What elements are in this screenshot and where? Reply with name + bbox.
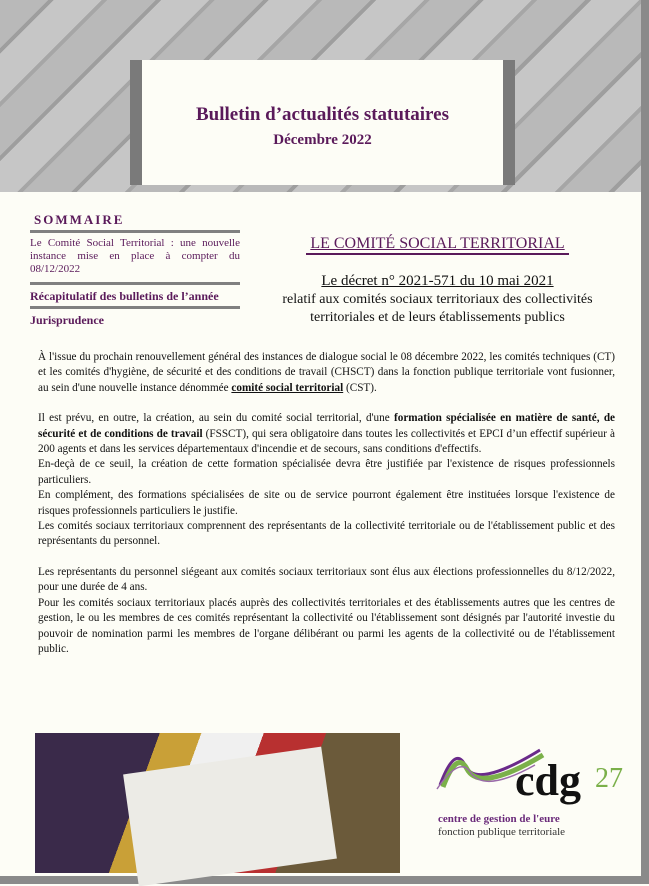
page-edge-bottom [0, 876, 649, 884]
sommaire-heading: SOMMAIRE [34, 212, 125, 227]
bulletin-date: Décembre 2022 [273, 132, 372, 148]
page-edge [641, 0, 649, 884]
divider [30, 306, 240, 309]
paragraph: En complément, des formations spécialisées de site ou de service pourront également être instituées lorsque l'existence de risques professionnels particuliers le justifie. [38, 489, 615, 517]
paragraph: Les comités sociaux territoriaux comprennent des représentants de la collectivité territoriale ou de l'établissement public et des représentants du personnel. [38, 520, 615, 548]
article-title: LE COMITÉ SOCIAL TERRITORIAL [300, 235, 575, 255]
paragraph: En-deçà de ce seuil, la création de cette formation spécialisée devra être justifiée par l'existence de risques professionnels particuliers. [38, 458, 615, 486]
divider [30, 230, 240, 233]
logo-number: 27 [595, 763, 623, 794]
text-bold: comité social territorial [231, 381, 344, 394]
paragraph [38, 411, 615, 457]
paragraph: Pour les comités sociaux territoriaux placés auprès des collectivités territoriales et des établissements autres que les centres de gestion, le ou les membres de ces comités représentant la collectivité ou l'établissement sont désignés par l'autorité investie du pouvoir de nomination parmi les membres de l'organe délibérant ou parmi les agents de la collectivité ou de l'établissement public. [38, 596, 615, 655]
text: À l'issue du prochain renouvellement général des instances de dialogue social le 08 décembre 2022, les comités techniques (CT) et les comités d'hygiène, de sécurité et des conditions de travail (CHSCT) dans la fonction publique territoriale vont fusionner, au sein d'une nouvelle instance dénommée [38, 351, 615, 394]
decree [275, 272, 600, 327]
bulletin-title: Bulletin d’actualités statutaires [196, 104, 449, 125]
sommaire-item[interactable]: Le Comité Social Territorial : une nouvelle instance mise en place à compter du 08/12/2022 [30, 237, 240, 275]
sommaire [30, 212, 240, 328]
logo-line1: centre de gestion de l'eure [438, 813, 560, 825]
text-bold: formation spécialisée en matière de santé, de sécurité et de conditions de travail [38, 412, 616, 440]
sommaire-item[interactable]: Jurisprudence [30, 313, 105, 327]
decree-subtitle: relatif aux comités sociaux territoriaux des collectivités territoriales et de leurs établissements publics [282, 292, 593, 325]
text: (FSSCT), qui sera obligatoire dans toutes les collectivités et EPCI d’un effectif supérieur à 200 agents et dans les services départementaux d'incendie et de secours, sans conditions d'effectifs. [38, 427, 615, 456]
logo-brand: cdg [515, 756, 581, 805]
cdg27-logo [435, 745, 635, 855]
sommaire-item[interactable]: Récapitulatif des bulletins de l’année [30, 289, 219, 303]
title-box [130, 60, 515, 185]
decree-title: Le décret n° 2021-571 du 10 mai 2021 [321, 273, 554, 289]
text: (CST). [343, 381, 377, 394]
divider [30, 282, 240, 285]
article-body [38, 350, 615, 657]
paragraph [38, 350, 615, 396]
text: Il est prévu, en outre, la création, au sein du comité social territorial, d'une [38, 412, 395, 425]
logo-line2: fonction publique territoriale [438, 826, 566, 838]
paragraph: Les représentants du personnel siégeant aux comités sociaux territoriaux sont élus aux élections professionnelles du 8/12/2022, pour une durée de 4 ans. [38, 565, 615, 594]
